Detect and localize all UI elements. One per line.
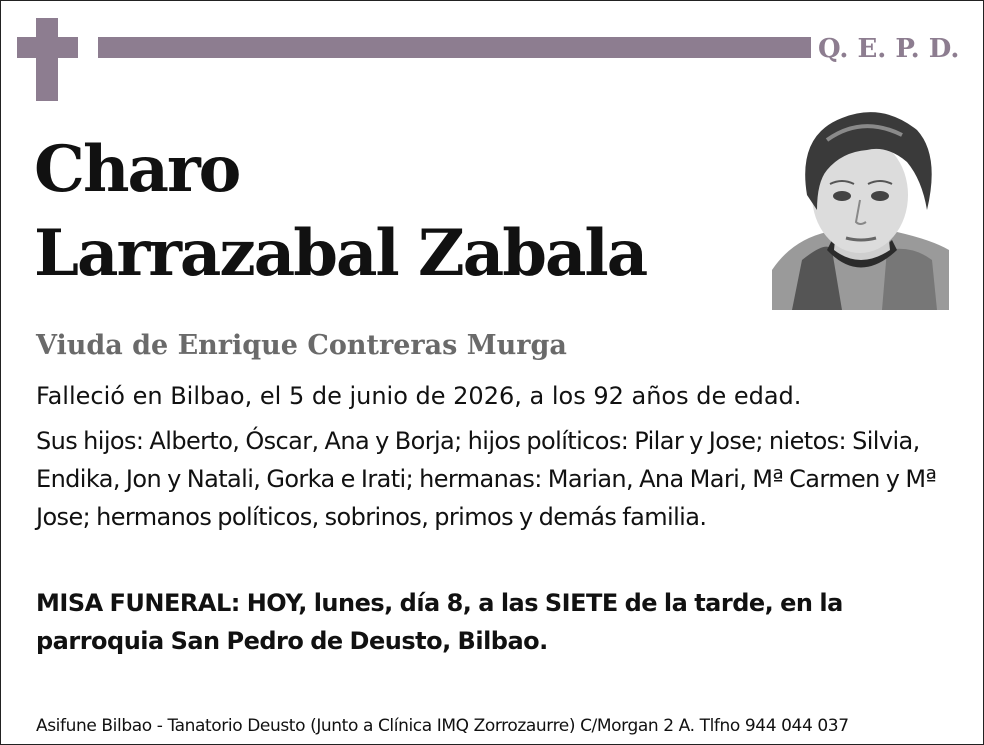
qepd-label: Q. E. P. D. [818, 34, 960, 64]
deceased-name [34, 128, 646, 296]
header-rule [98, 37, 811, 58]
cross-vertical [36, 18, 58, 101]
surnames: Larrazabal Zabala [34, 216, 647, 291]
portrait-photo [772, 100, 949, 310]
portrait-icon [772, 100, 949, 310]
widow-line: Viuda de Enrique Contreras Murga [36, 330, 567, 361]
funeral-info: MISA FUNERAL: HOY, lunes, día 8, a las SIETE de la tarde, en la parroquia San Pedro de Deusto, Bilbao. [36, 589, 843, 655]
cross-horizontal [17, 37, 78, 58]
funeral-home-footer: Asifune Bilbao - Tanatorio Deusto (Junto a Clínica IMQ Zorrozaurre) C/Morgan 2 A. Tlfno 944 044 037 [36, 716, 849, 736]
first-name: Charo [34, 132, 240, 207]
death-notice: Falleció en Bilbao, el 5 de junio de 2026, a los 92 años de edad. [36, 382, 802, 410]
family-list: Sus hijos: Alberto, Óscar, Ana y Borja; hijos políticos: Pilar y Jose; nietos: Silvia, Endika, Jon y Natali, Gorka e Irati; hermanas: Marian, Ana Mari, Mª Carmen y Mª Jose; hermanos políticos, sobrinos, primos y demás familia. [36, 427, 937, 531]
